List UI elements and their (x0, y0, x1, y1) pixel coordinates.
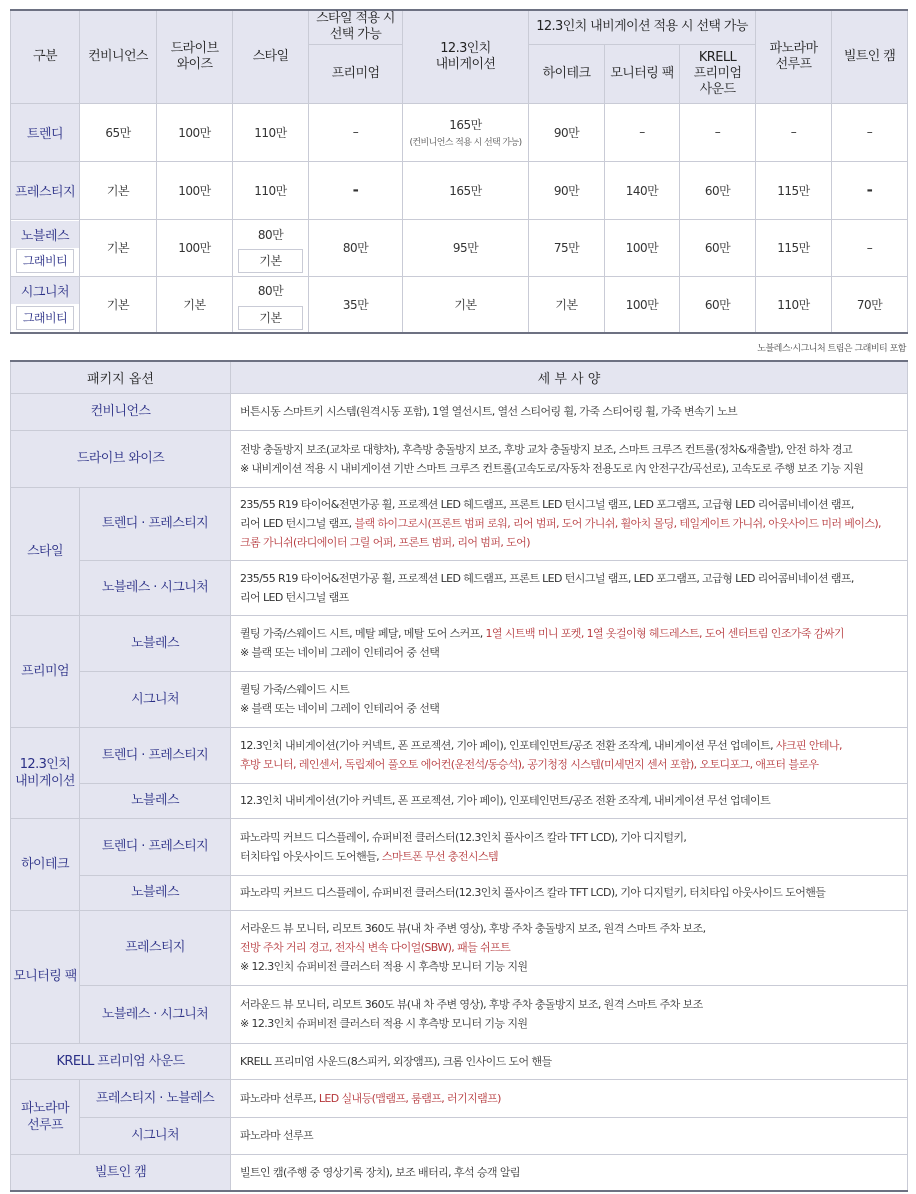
header-monitoring: 모니터링 팩 (605, 44, 680, 103)
cell-nav: 기본 (403, 276, 529, 333)
package-name-krell: KRELL 프리미엄 사운드 (11, 1043, 231, 1079)
trim-name: 트렌디 · 프레스티지 (80, 818, 231, 875)
cell-premium: 35만 (309, 276, 403, 333)
table-row-signature (11, 276, 908, 333)
package-desc-builtin-cam: 빌트인 캠(주행 중 영상기록 장치), 보조 배터리, 후석 승객 알림 (231, 1154, 908, 1191)
cell-convenience: 기본 (80, 276, 157, 333)
package-desc-style-trendy-prestige (231, 487, 908, 560)
header-drive-wise: 드라이브 와이즈 (157, 10, 233, 103)
cell-krell: 60만 (680, 276, 756, 333)
cell-premium: - (309, 161, 403, 219)
desc-note: ※ 블랙 또는 네이비 그레이 인테리어 중 선택 (240, 646, 440, 659)
table-row (11, 393, 908, 430)
desc-text: 12.3인치 내비게이션(기아 커넥트, 폰 프로젝션, 기아 페이), 인포테인먼트/공조 전환 조작계, 내비게이션 무선 업데이트, (240, 739, 773, 752)
desc-highlight: 크롬 가니쉬(라디에이터 그릴 어퍼, 프론트 범퍼, 리어 범퍼, 도어) (240, 536, 530, 549)
package-desc-hitech-trendy-prestige (231, 818, 908, 875)
cell-style (233, 276, 309, 333)
table-row (11, 1117, 908, 1154)
cell-style: 110만 (233, 103, 309, 161)
desc-line (240, 847, 898, 866)
trim-footnote: 노블레스·시그니처 트림은 그래비티 포함 (757, 344, 906, 354)
package-name-nav: 12.3인치 내비게이션 (11, 727, 80, 818)
package-name-hitech: 하이테크 (11, 818, 80, 910)
header-style-group: 스타일 적용 시 선택 가능 (309, 10, 403, 44)
trim-name: 트렌디 · 프레스티지 (80, 727, 231, 783)
cell-drive-wise: 기본 (157, 276, 233, 333)
header-gubun: 구분 (11, 10, 80, 103)
desc-line: 리어 LED 턴시그널 램프 (240, 590, 349, 604)
header-panorama: 파노라마 선루프 (756, 10, 832, 103)
trim-label-trendy: 트렌디 (11, 103, 80, 161)
trim-name: 노블레스 (80, 875, 231, 910)
style-gravity-price: 기본 (238, 249, 303, 273)
cell-monitoring: 140만 (605, 161, 680, 219)
header-builtin-cam: 빌트인 캠 (832, 10, 908, 103)
table-row (11, 875, 908, 910)
cell-hitech: 90만 (529, 161, 605, 219)
desc-text: 터치타입 아웃사이드 도어핸들, (240, 849, 380, 863)
cell-monitoring: 100만 (605, 276, 680, 333)
desc-text: 리어 LED 턴시그널 램프, (240, 517, 352, 530)
package-desc-monitoring-prestige (231, 910, 908, 985)
table-row-trendy (11, 103, 908, 161)
package-desc-krell: KRELL 프리미엄 사운드(8스피커, 외장앰프), 크롬 인사이드 도어 핸들 (231, 1043, 908, 1079)
desc-highlight: 스마트폰 무선 충전시스템 (379, 849, 499, 863)
desc-highlight: 후방 모니터, 레인센서, 독립제어 풀오토 에어컨(운전석/동승석), 공기청정 시스템(미세먼지 센서 포함), 오토디포그, 애프터 블로우 (240, 758, 819, 771)
trim-cell-noblesse (11, 219, 80, 276)
package-name-builtin-cam: 빌트인 캠 (11, 1154, 231, 1191)
table-row-prestige (11, 161, 908, 219)
desc-note: ※ 12.3인치 슈퍼비전 클러스터 적용 시 후측방 모니터 기능 지원 (240, 1017, 528, 1030)
package-desc-panorama-signature: 파노라마 선루프 (231, 1117, 908, 1154)
trim-name: 노블레스 (80, 615, 231, 671)
cell-monitoring: – (605, 103, 680, 161)
nav-note: (컨비니언스 적용 시 선택 가능) (409, 138, 522, 148)
desc-line: 퀼팅 가죽/스웨이드 시트 (240, 683, 350, 696)
cell-krell: 60만 (680, 161, 756, 219)
table-row (11, 1043, 908, 1079)
cell-krell: – (680, 103, 756, 161)
cell-builtin-cam: - (832, 161, 908, 219)
header-premium: 프리미엄 (309, 44, 403, 103)
style-gravity-price: 기본 (238, 306, 303, 330)
header-nav-group: 12.3인치 내비게이션 적용 시 선택 가능 (529, 10, 756, 44)
cell-monitoring: 100만 (605, 219, 680, 276)
option-price-table (10, 9, 908, 334)
desc-line (240, 624, 898, 643)
desc-highlight: LED 실내등(맵램프, 룸램프, 러기지램프) (315, 1091, 501, 1105)
package-name-drive-wise: 드라이브 와이즈 (11, 430, 231, 487)
table-row-noblesse (11, 219, 908, 276)
table-row (11, 1079, 908, 1117)
cell-panorama: 115만 (756, 161, 832, 219)
table-row (11, 910, 908, 985)
header-hitech: 하이테크 (529, 44, 605, 103)
package-desc-hitech-noblesse: 파노라믹 커브드 디스플레이, 슈퍼비전 클러스터(12.3인치 풀사이즈 칼라 TFT LCD), 기아 디지털키, 터치타입 아웃사이드 도어핸들 (231, 875, 908, 910)
desc-line: 235/55 R19 타이어&전면가공 휠, 프로젝션 LED 헤드램프, 프론트 LED 턴시그널 램프, LED 포그램프, 고급형 LED 리어콤비네이션 램프, (240, 571, 854, 585)
cell-convenience: 기본 (80, 161, 157, 219)
table-row (11, 783, 908, 818)
trim-name: 노블레스 (80, 783, 231, 818)
trim-name: 시그니처 (80, 1117, 231, 1154)
header-krell: KRELL 프리미엄 사운드 (680, 44, 756, 103)
package-desc-premium-noblesse (231, 615, 908, 671)
cell-nav: 165만 (403, 161, 529, 219)
cell-builtin-cam: – (832, 219, 908, 276)
table-row (11, 430, 908, 487)
cell-krell: 60만 (680, 219, 756, 276)
table-row (11, 727, 908, 783)
desc-highlight: 전방 주차 거리 경고, 전자식 변속 다이얼(SBW), 패들 쉬프트 (240, 941, 511, 954)
cell-convenience: 65만 (80, 103, 157, 161)
trim-label-prestige: 프레스티지 (11, 161, 80, 219)
table-row (11, 671, 908, 727)
trim-name: 프레스티지 · 노블레스 (80, 1079, 231, 1117)
cell-hitech: 기본 (529, 276, 605, 333)
trim-name: 시그니처 (80, 671, 231, 727)
desc-highlight: 1열 시트백 미니 포켓, 1열 옷걸이형 헤드레스트, 도어 센터트림 인조가죽 감싸기 (482, 627, 844, 640)
cell-builtin-cam: – (832, 103, 908, 161)
table-row (11, 615, 908, 671)
package-name-style: 스타일 (11, 487, 80, 615)
cell-drive-wise: 100만 (157, 161, 233, 219)
desc-line: 전방 충돌방지 보조(교차로 대향차), 후측방 충돌방지 보조, 후방 교차 충돌방지 보조, 스마트 크루즈 컨트롤(정차&재출발), 안전 하차 경고 (240, 442, 853, 456)
package-spec-table (10, 360, 908, 1192)
desc-note: ※ 내비게이션 적용 시 내비게이션 기반 스마트 크루즈 컨트롤(고속도로/자동차 전용도로 內 안전구간/곡선로), 고속도로 주행 보조 기능 지원 (240, 461, 864, 475)
cell-panorama: 115만 (756, 219, 832, 276)
trim-name: 노블레스 · 시그니처 (80, 985, 231, 1043)
cell-premium: 80만 (309, 219, 403, 276)
cell-drive-wise: 100만 (157, 103, 233, 161)
desc-line: 235/55 R19 타이어&전면가공 휠, 프로젝션 LED 헤드램프, 프론트 LED 턴시그널 램프, LED 포그램프, 고급형 LED 리어콤비네이션 램프, (240, 498, 854, 511)
desc-line: 서라운드 뷰 모니터, 리모트 360도 뷰(내 차 주변 영상), 후방 주차 충돌방지 보조, 원격 스마트 주차 보조 (240, 998, 703, 1011)
desc-text: 파노라마 선루프, (240, 1091, 316, 1105)
package-desc-style-noblesse-signature (231, 560, 908, 615)
package-desc-monitoring-noblesse-signature (231, 985, 908, 1043)
table-row (11, 818, 908, 875)
style-price: 80만 (233, 221, 308, 248)
desc-note: ※ 블랙 또는 네이비 그레이 인테리어 중 선택 (240, 702, 440, 715)
desc-line (240, 736, 898, 755)
cell-convenience: 기본 (80, 219, 157, 276)
table-row (11, 487, 908, 560)
package-desc-convenience: 버튼시동 스마트키 시스템(원격시동 포함), 1열 열선시트, 열선 스티어링 휠, 가죽 스티어링 휠, 가죽 변속기 노브 (231, 393, 908, 430)
desc-line: 서라운드 뷰 모니터, 리모트 360도 뷰(내 차 주변 영상), 후방 주차 충돌방지 보조, 원격 스마트 주차 보조, (240, 922, 706, 935)
package-desc-panorama-prestige-noblesse (231, 1079, 908, 1117)
style-price: 80만 (233, 277, 308, 304)
desc-highlight: 샤크핀 안테나, (773, 739, 842, 752)
header-nav: 12.3인치 내비게이션 (403, 10, 529, 103)
package-name-convenience: 컨비니언스 (11, 393, 231, 430)
desc-line: 파노라믹 커브드 디스플레이, 슈퍼비전 클러스터(12.3인치 풀사이즈 칼라 TFT LCD), 기아 디지털키, (240, 830, 687, 844)
header-package-option: 패키지 옵션 (11, 361, 231, 393)
table-row (11, 560, 908, 615)
cell-builtin-cam: 70만 (832, 276, 908, 333)
package-desc-premium-signature (231, 671, 908, 727)
header-spec: 세 부 사 양 (231, 361, 908, 393)
cell-nav (403, 103, 529, 161)
desc-note: ※ 12.3인치 슈퍼비전 클러스터 적용 시 후측방 모니터 기능 지원 (240, 960, 528, 973)
trim-name: 프레스티지 (80, 910, 231, 985)
cell-drive-wise: 100만 (157, 219, 233, 276)
desc-highlight: 블랙 하이그로시(프론트 범퍼 로워, 리어 범퍼, 도어 가니쉬, 휠아치 몰딩, 테일게이트 가니쉬, 아웃사이드 미러 베이스), (351, 517, 881, 530)
cell-nav: 95만 (403, 219, 529, 276)
trim-label-noblesse: 노블레스 (11, 221, 79, 248)
table-row (11, 1154, 908, 1191)
package-desc-nav-noblesse: 12.3인치 내비게이션(기아 커넥트, 폰 프로젝션, 기아 페이), 인포테인먼트/공조 전환 조작계, 내비게이션 무선 업데이트 (231, 783, 908, 818)
cell-hitech: 90만 (529, 103, 605, 161)
trim-name: 트렌디 · 프레스티지 (80, 487, 231, 560)
package-desc-nav-trendy-prestige (231, 727, 908, 783)
header-style: 스타일 (233, 10, 309, 103)
sub-trim-gravity: 그래비티 (16, 306, 74, 330)
desc-text: 퀼팅 가죽/스웨이드 시트, 메탈 페달, 메탈 도어 스커프, (240, 627, 483, 640)
cell-premium: – (309, 103, 403, 161)
trim-label-signature: 시그니처 (11, 277, 79, 304)
trim-cell-signature (11, 276, 80, 333)
cell-style (233, 219, 309, 276)
cell-hitech: 75만 (529, 219, 605, 276)
package-name-monitoring: 모니터링 팩 (11, 910, 80, 1043)
header-convenience: 컨비니언스 (80, 10, 157, 103)
nav-price: 165만 (449, 118, 482, 132)
package-name-panorama: 파노라마 선루프 (11, 1079, 80, 1154)
cell-style: 110만 (233, 161, 309, 219)
desc-line (240, 514, 898, 533)
trim-name: 노블레스 · 시그니처 (80, 560, 231, 615)
cell-panorama: – (756, 103, 832, 161)
sub-trim-gravity: 그래비티 (16, 249, 74, 273)
package-desc-drive-wise (231, 430, 908, 487)
table-row (11, 985, 908, 1043)
package-name-premium: 프리미엄 (11, 615, 80, 727)
cell-panorama: 110만 (756, 276, 832, 333)
